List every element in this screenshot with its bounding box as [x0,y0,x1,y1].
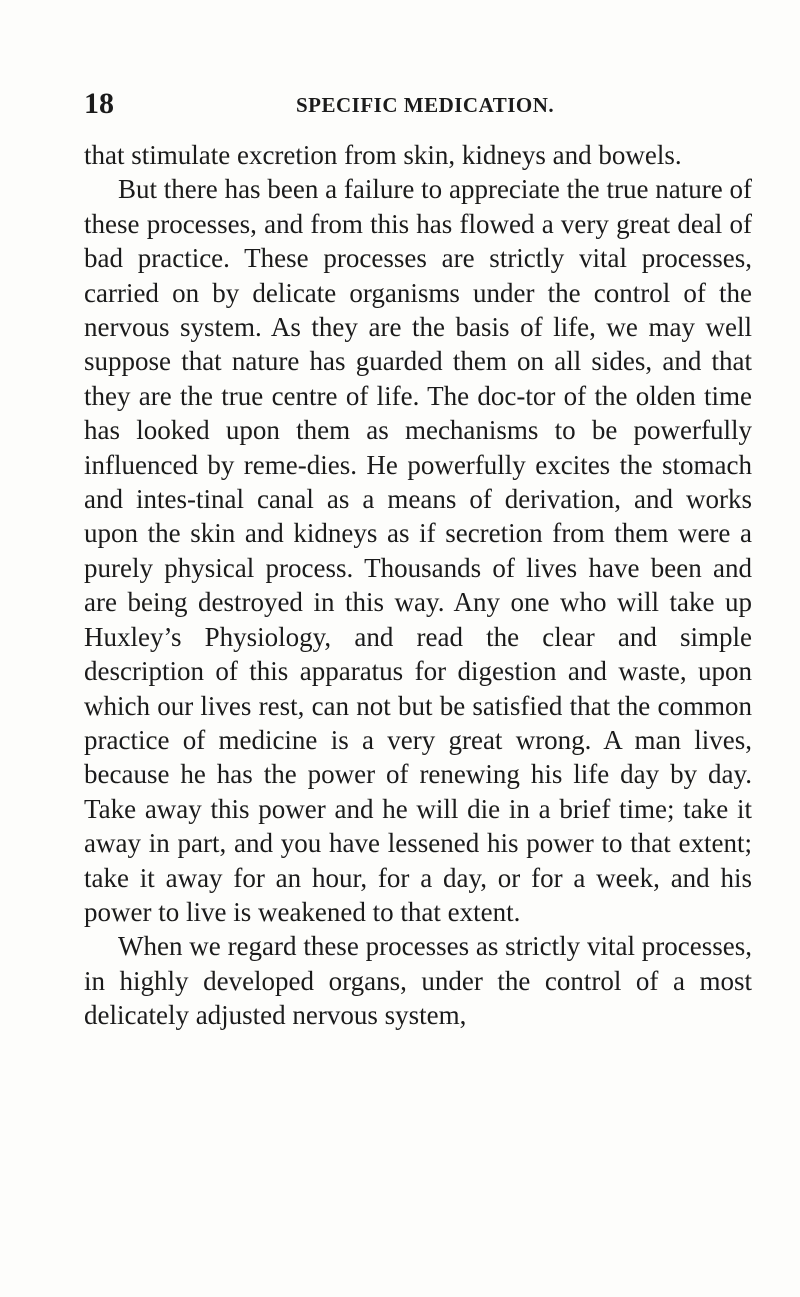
paragraph-main: But there has been a failure to appreciate the true nature of these processes, and from this has flowed a very great deal of bad practice. These processes are strictly vital processes, carried on by delicate organisms under the control of the nervous system. As they are the basis of life, we may well suppose that nature has guarded them on all sides, and that they are the true centre of life. The doc-tor of the olden time has looked upon them as mechanisms to be powerfully influenced by reme-dies. He powerfully excites the stomach and intes-tinal canal as a means of derivation, and works upon the skin and kidneys as if secretion from them were a purely physical process. Thousands of lives have been and are being destroyed in this way. Any one who will take up Huxley’s Physiology, and read the clear and simple description of this apparatus for digestion and waste, upon which our lives rest, can not but be satisfied that the common practice of medicine is a very great wrong. A man lives, because he has the power of renewing his life day by day. Take away this power and he will die in a brief time; take it away in part, and you have lessened his power to that extent; take it away for an hour, for a day, or for a week, and his power to live is weakened to that extent. [84,174,752,927]
page-header [84,86,748,122]
page-number: 18 [84,87,114,120]
paragraph-continuation: that stimulate excretion from skin, kidneys and bowels. [84,140,682,170]
paragraph-final: When we regard these processes as strictly vital processes, in highly developed organs, under the control of a most delicately adjusted nervous system, [84,931,752,1031]
body-text [84,138,752,1033]
running-head: SPECIFIC MEDICATION. [296,93,555,117]
